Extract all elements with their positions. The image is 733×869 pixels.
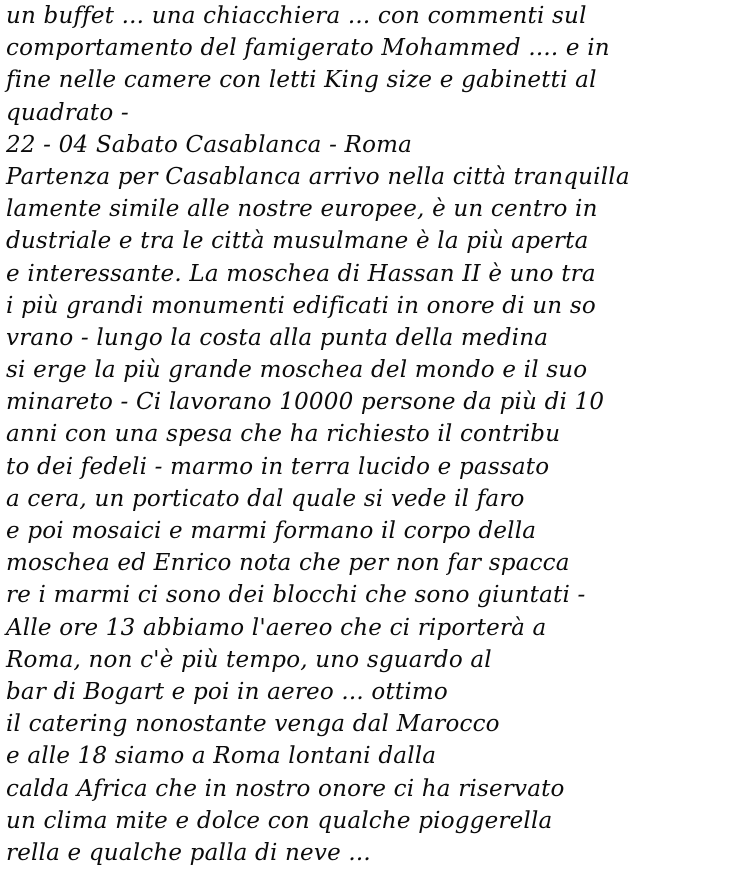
text-line: to dei fedeli - marmo in terra lucido e passato: [6, 453, 550, 480]
text-line: quadrato -: [6, 99, 129, 126]
text-line: un buffet ... una chiacchiera ... con commenti sul: [6, 3, 587, 29]
text-line: si erge la più grande moschea del mondo e il suo: [6, 357, 588, 384]
text-line: vrano - lungo la costa alla punta della medina: [6, 324, 549, 351]
text-line: Roma, non c'è più tempo, uno sguardo al: [6, 646, 492, 673]
text-line: Partenza per Casablanca arrivo nella città tranquilla: [6, 163, 630, 190]
date-heading: 22 - 04 Sabato Casablanca - Roma: [6, 131, 413, 158]
text-line: comportamento del famigerato Mohammed .... e in: [6, 35, 610, 62]
text-line: dustriale e tra le città musulmane è la più aperta: [6, 228, 589, 255]
text-line: lamente simile alle nostre europee, è un centro in: [6, 196, 598, 223]
text-line: re i marmi ci sono dei blocchi che sono giuntati -: [6, 582, 586, 609]
text-line: Alle ore 13 abbiamo l'aereo che ci riporterà a: [6, 614, 547, 641]
text-line: e alle 18 siamo a Roma lontani dalla: [6, 743, 437, 770]
text-line: un clima mite e dolce con qualche pioggerella: [6, 807, 553, 834]
text-line: fine nelle camere con letti King size e gabinetti al: [6, 67, 597, 94]
text-line: a cera, un porticato dal quale si vede il faro: [6, 485, 525, 512]
text-line: bar di Bogart e poi in aereo ... ottimo: [6, 678, 448, 705]
text-line: e interessante. La moschea di Hassan II è uno tra: [6, 260, 596, 287]
handwritten-text-block: [6, 0, 728, 869]
text-line: il catering nonostante venga dal Marocco: [6, 711, 500, 738]
text-line: rella e qualche palla di neve ...: [6, 839, 371, 866]
text-line: moschea ed Enrico nota che per non far spacca: [6, 550, 570, 577]
text-line: calda Africa che in nostro onore ci ha riservato: [6, 775, 565, 802]
text-line: i più grandi monumenti edificati in onore di un so: [6, 292, 596, 319]
text-line: e poi mosaici e marmi formano il corpo della: [6, 518, 537, 544]
text-line: minareto - Ci lavorano 10000 persone da più di 10: [6, 389, 605, 416]
text-line: anni con una spesa che ha richiesto il contribu: [6, 421, 561, 448]
